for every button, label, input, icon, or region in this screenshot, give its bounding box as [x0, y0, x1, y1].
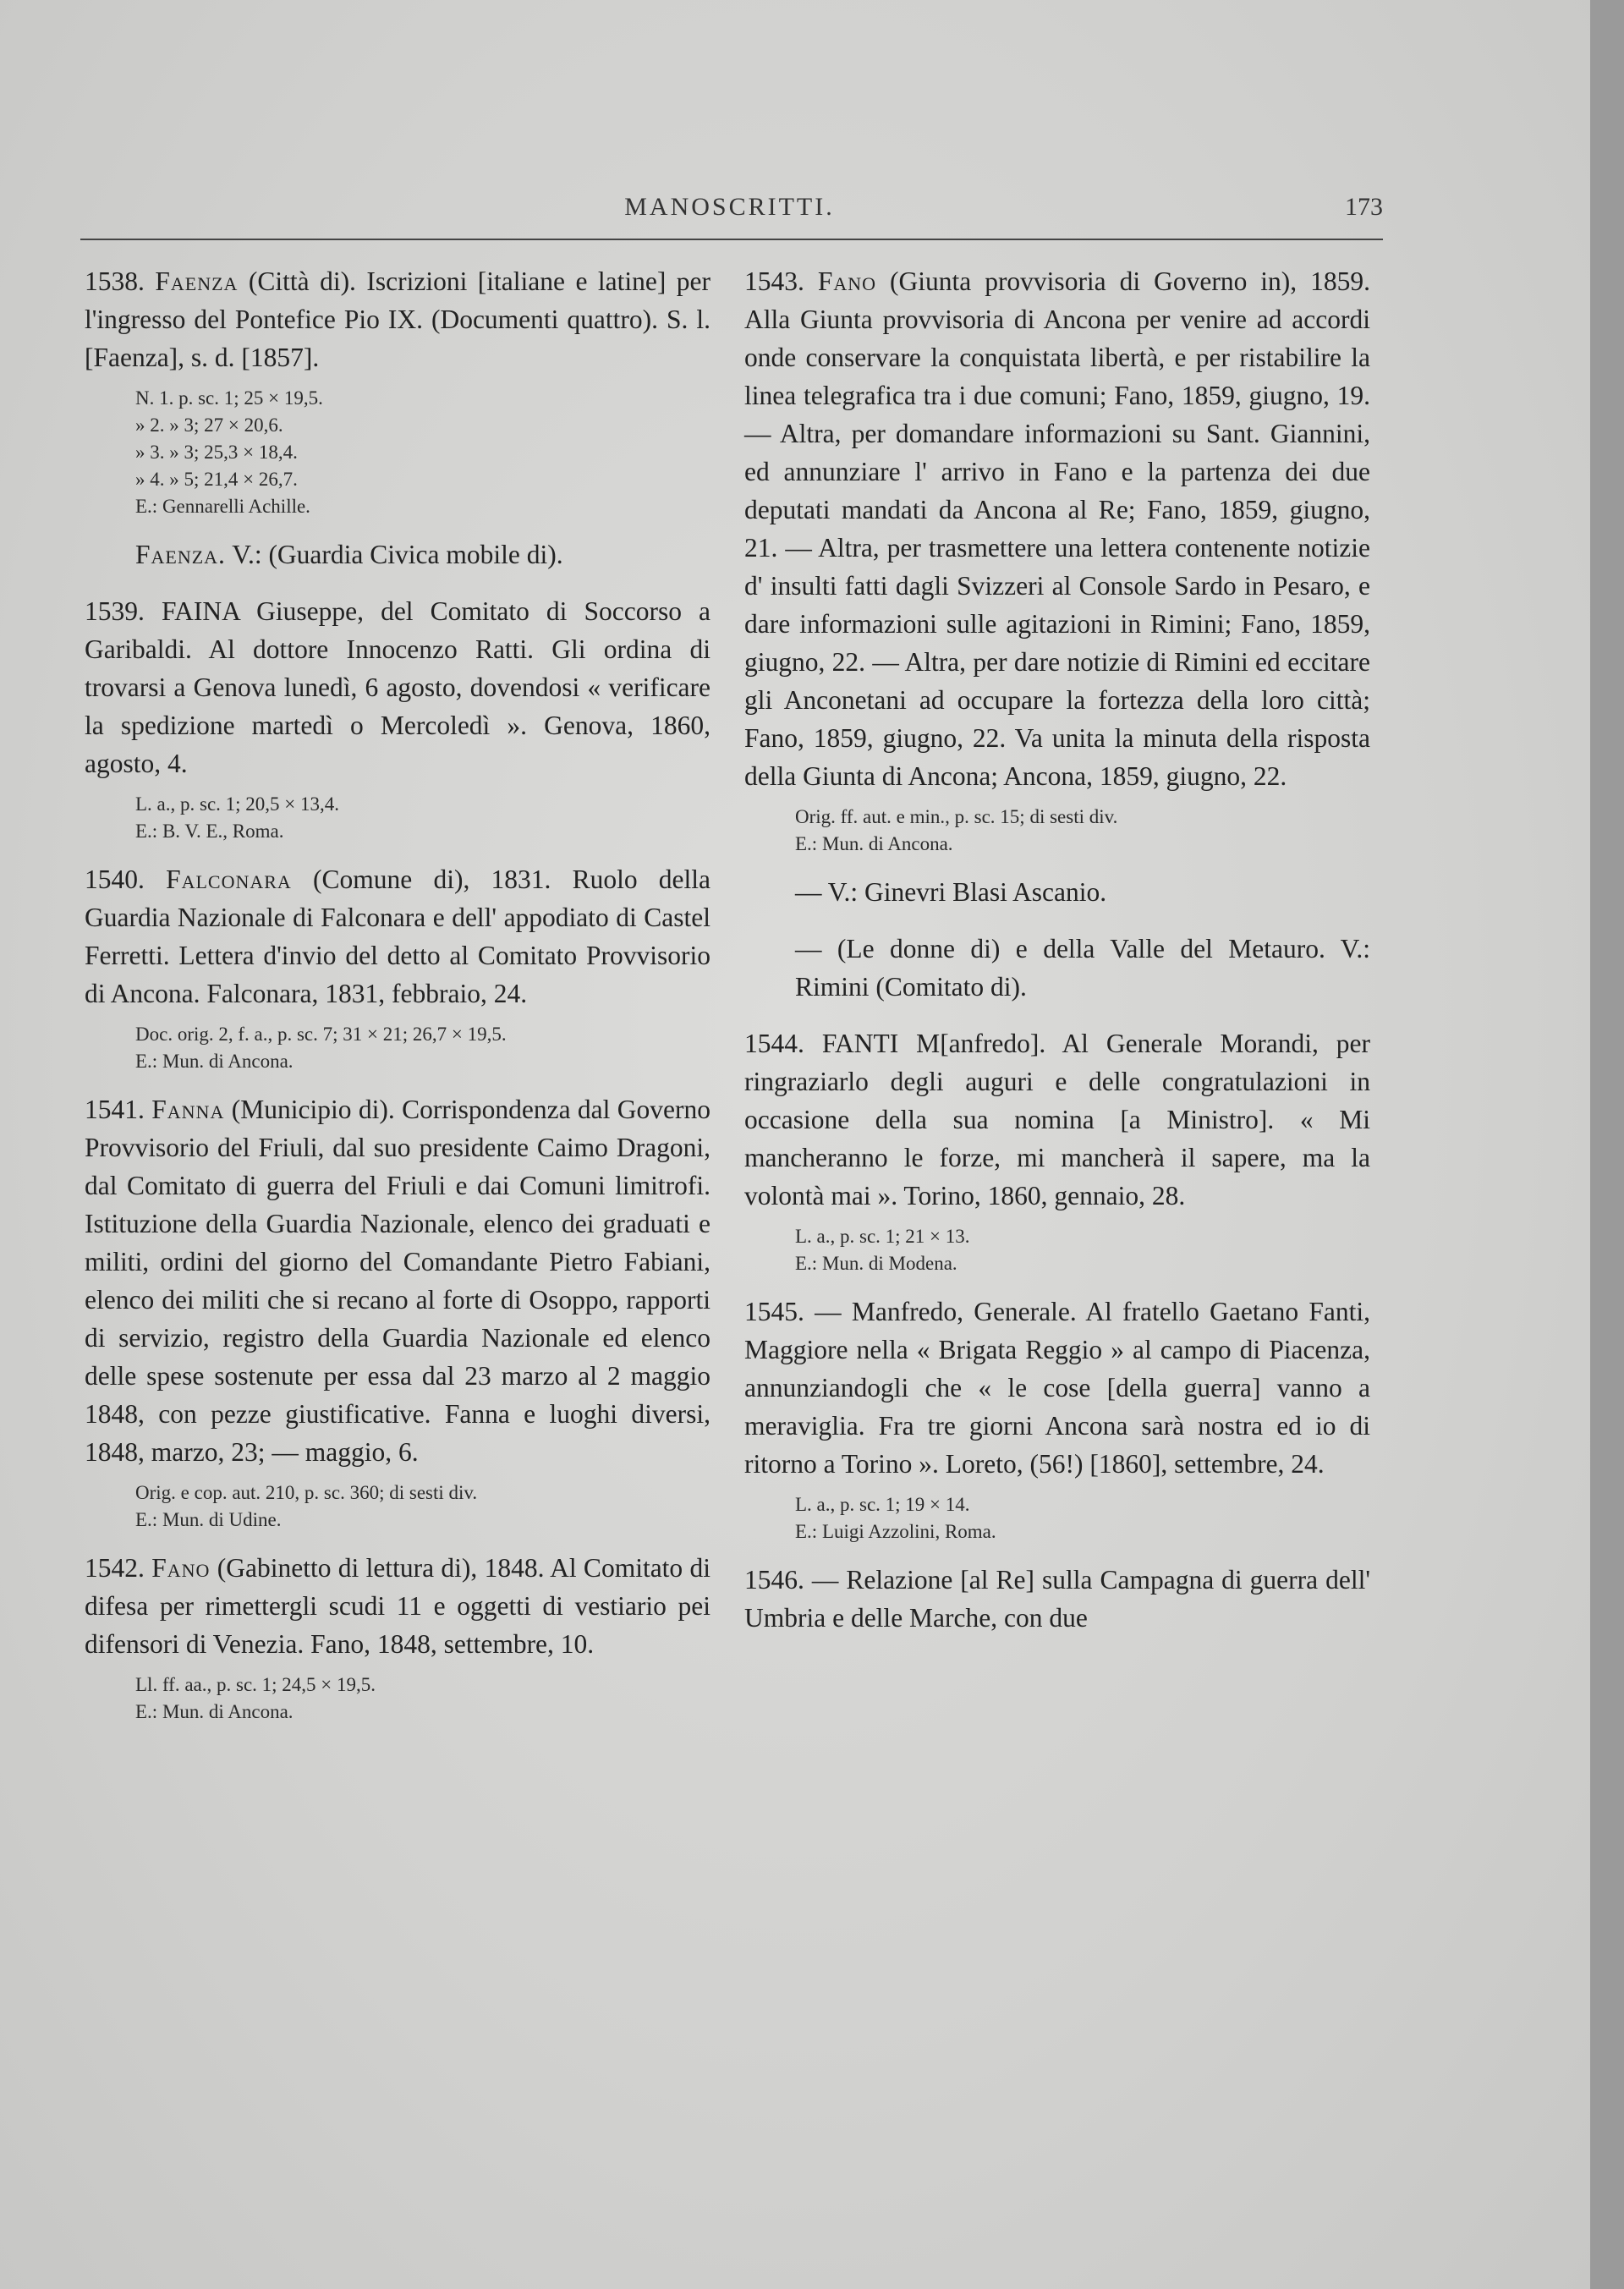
entry-meta-1541 [85, 1479, 710, 1534]
meta-line: E.: Mun. di Ancona. [135, 1051, 294, 1072]
meta-line: E.: B. V. E., Roma. [135, 821, 284, 842]
entry-1543 [744, 262, 1370, 795]
entry-1540 [85, 860, 710, 1013]
entry-number: 1538. [85, 266, 145, 296]
meta-line: Orig. e cop. aut. 210, p. sc. 360; di sesti div. [135, 1482, 478, 1503]
meta-line: Orig. ff. aut. e min., p. sc. 15; di sesti div. [795, 806, 1118, 827]
entry-heading: Fanna [151, 1095, 225, 1124]
entry-text: — Relazione [al Re] sulla Campagna di guerra dell' Umbria e delle Marche, con due [744, 1565, 1371, 1633]
entry-1541 [85, 1090, 710, 1471]
meta-line: E.: Gennarelli Achille. [135, 496, 310, 517]
entry-heading: Faenza [155, 266, 239, 296]
entry-number: 1545. [744, 1297, 804, 1326]
running-title: MANOSCRITTI. [624, 193, 835, 221]
left-column [85, 262, 710, 1741]
entry-1538 [85, 262, 710, 376]
meta-line: Doc. orig. 2, f. a., p. sc. 7; 31 × 21; 26,7 × 19,5. [135, 1024, 507, 1045]
entry-number: 1541. [85, 1095, 145, 1124]
entry-text: FAINA Giuseppe, del Comitato di Soccorso a Garibaldi. Al dottore Innocenzo Ratti. Gli ordina di trovarsi a Genova lunedì, 6 agosto, dovendosi « verificare la spedizione martedì o Mercoledì ». Genova, 1860, agosto, 4. [85, 596, 711, 778]
right-column [744, 262, 1370, 1645]
meta-line: L. a., p. sc. 1; 21 × 13. [795, 1226, 970, 1247]
entry-1542 [85, 1549, 710, 1663]
entry-text: FANTI M[anfredo]. Al Generale Morandi, per ringraziarlo degli auguri e delle congratulazioni in occasione della sua nomina [a Ministro]. « Mi mancheranno le forze, mi mancherà il sapere, ma la volontà mai ». Torino, 1860, gennaio, 28. [744, 1029, 1371, 1210]
meta-line: E.: Mun. di Modena. [795, 1253, 957, 1274]
meta-line: E.: Luigi Azzolini, Roma. [795, 1521, 996, 1542]
meta-line: Ll. ff. aa., p. sc. 1; 24,5 × 19,5. [135, 1674, 376, 1695]
entry-1539 [85, 592, 710, 782]
xref-ginevri: — V.: Ginevri Blasi Ascanio. [795, 877, 1107, 907]
header-rule [80, 239, 1383, 240]
entry-meta-1543 [744, 804, 1370, 858]
entry-meta-1545 [744, 1491, 1370, 1545]
page-number: 173 [1345, 193, 1383, 221]
entry-heading: Fano [151, 1553, 211, 1583]
entry-heading: Falconara [166, 865, 292, 894]
entry-text: (Città di). Iscrizioni [italiane e latine] per l'ingresso del Pontefice Pio IX. (Documenti quattro). S. l. [Faenza], s. d. [1857]. [85, 266, 711, 372]
entry-meta-1544 [744, 1223, 1370, 1277]
entry-number: 1539. [85, 596, 145, 626]
meta-line: E.: Mun. di Udine. [135, 1509, 282, 1530]
entry-meta-1540 [85, 1021, 710, 1075]
meta-line: » 3. » 3; 25,3 × 18,4. [135, 442, 298, 463]
entry-meta-1539 [85, 791, 710, 845]
page-edge-shadow [1590, 0, 1624, 2289]
xref-donne: — (Le donne di) e della Valle del Metauro. V.: Rimini (Comitato di). [795, 934, 1370, 1002]
xref-text: V.: (Guardia Civica mobile di). [232, 540, 563, 569]
entry-1545 [744, 1293, 1370, 1483]
meta-line: E.: Mun. di Ancona. [135, 1701, 294, 1722]
meta-line: N. 1. p. sc. 1; 25 × 19,5. [135, 387, 323, 409]
entry-meta-1542 [85, 1671, 710, 1726]
entry-1546 [744, 1561, 1370, 1637]
entry-text: (Gabinetto di lettura di), 1848. Al Comitato di difesa per rimettergli scudi 11 e oggetti di vestiario pei difensori di Venezia. Fano, 1848, settembre, 10. [85, 1553, 711, 1659]
meta-line: » 4. » 5; 21,4 × 26,7. [135, 469, 298, 490]
entry-1544 [744, 1024, 1370, 1215]
entry-text: — Manfredo, Generale. Al fratello Gaetano Fanti, Maggiore nella « Brigata Reggio » al campo di Piacenza, annunziandogli che « le cose [della guerra] vanno a meraviglia. Fra tre giorni Ancona sarà nostra ed io di ritorno a Torino ». Loreto, (56!) [1860], settembre, 24. [744, 1297, 1370, 1479]
entry-text: (Giunta provvisoria di Governo in), 1859. Alla Giunta provvisoria di Ancona per venire ad accordi onde conservare la conquistata libertà, e per ristabilire la linea telegrafica tra i due comuni; Fano, 1859, giugno, 19. — Altra, per domandare informazioni su Sant. Giannini, ed annunziare l' arrivo in Fano e la partenza dei due deputati mandati da Ancona al Re; Fano, 1859, giugno, 21. — Altra, per trasmettere una lettera contenente notizie d' insulti fatti dagli Svizzeri al Console Sardo in Pesaro, e dare informazioni sulle agitazioni in Rimini; Fano, 1859, giugno, 22. — Altra, per dare notizie di Rimini ed eccitare gli Anconetani ad occupare la fortezza della loro città; Fano, 1859, giugno, 22. Va unita la minuta della risposta della Giunta di Ancona; Ancona, 1859, giugno, 22. [744, 266, 1370, 791]
entry-number: 1543. [744, 266, 804, 296]
entry-number: 1542. [85, 1553, 145, 1583]
xref-heading: Faenza. [135, 540, 226, 569]
meta-line: » 2. » 3; 27 × 20,6. [135, 414, 283, 436]
entry-number: 1544. [744, 1029, 804, 1058]
entry-text: (Comune di), 1831. Ruolo della Guardia Nazionale di Falconara e dell' appodiato di Castel Ferretti. Lettera d'invio del detto al Comitato Provvisorio di Ancona. Falconara, 1831, febbraio, 24. [85, 865, 711, 1008]
entry-heading: Fano [817, 266, 877, 296]
meta-line: L. a., p. sc. 1; 19 × 14. [795, 1494, 970, 1515]
xref-faenza [85, 535, 710, 574]
entry-number: 1540. [85, 865, 145, 894]
entry-text: (Municipio di). Corrispondenza dal Governo Provvisorio del Friuli, dal suo presidente Caimo Dragoni, dal Comitato di guerra del Friuli e dai Comuni limitrofi. Istituzione della Guardia Nazionale, elenco dei graduati e militi, ordini del giorno del Comandante Pietro Fabiani, elenco dei militi che si recano al forte di Osoppo, rapporti di servizio, registro della Guardia Nazionale ed elenco delle spese sostenute per essa dal 23 marzo al 2 maggio 1848, con pezze giustificative. Fanna e luoghi diversi, 1848, marzo, 23; — maggio, 6. [85, 1095, 711, 1467]
running-header [76, 186, 1383, 237]
entry-meta-1538 [85, 385, 710, 520]
entry-number: 1546. [744, 1565, 804, 1595]
meta-line: E.: Mun. di Ancona. [795, 833, 953, 854]
meta-line: L. a., p. sc. 1; 20,5 × 13,4. [135, 793, 340, 815]
